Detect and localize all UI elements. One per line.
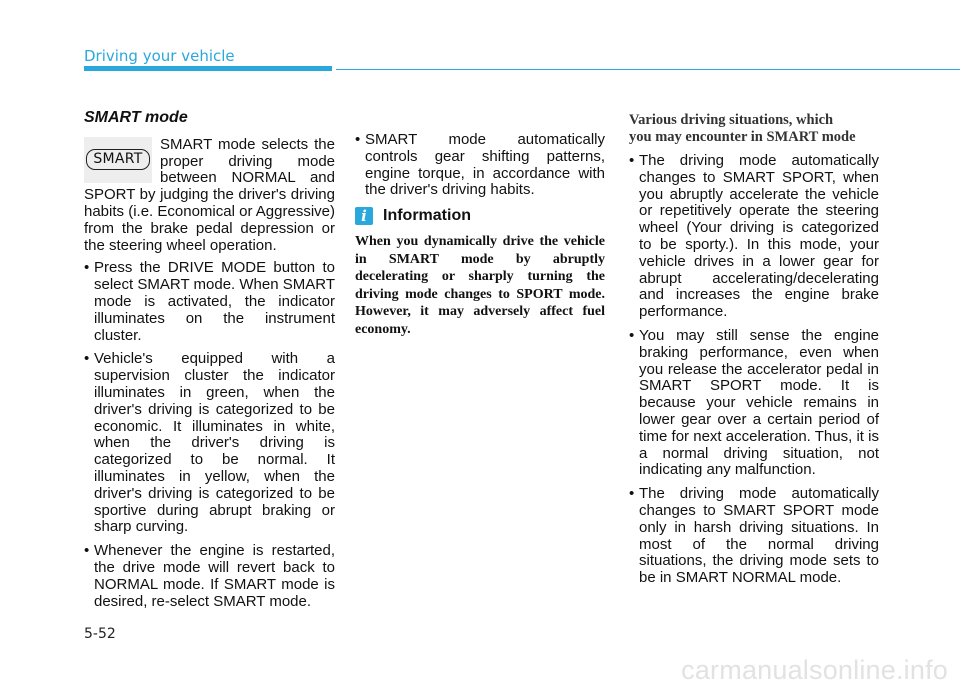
list-item: • SMART mode automatically controls gear shifting patterns, engine torque, in accordance with the driver's driving habits.	[355, 132, 605, 199]
smart-indicator-label: SMART	[86, 149, 149, 170]
information-header	[355, 207, 605, 225]
list-item: • The driving mode automatically changes to SMART SPORT mode only in harsh driving situations. In most of the normal driving situations, the driving mode sets to be in SMART NORMAL mode.	[629, 486, 879, 587]
information-title: Information	[383, 206, 471, 224]
column-left	[84, 108, 335, 617]
list-item: • Press the DRIVE MODE button to select SMART mode. When SMART mode is activated, the indicator illuminates on the instrument cluster.	[84, 260, 335, 344]
list-item: • You may still sense the engine braking performance, even when you release the accelerator pedal in SMART SPORT mode. It is because your vehicle remains in lower gear over a certain period of time for next acceleration. Thus, it is a normal driving situation, not indicating any malfunction.	[629, 328, 879, 479]
driving-situations-bullets	[629, 153, 879, 587]
column-right	[629, 108, 879, 594]
info-icon: i	[355, 207, 373, 225]
column-middle	[355, 132, 605, 338]
header-rule-thick	[84, 66, 332, 71]
smart-mode-heading: SMART mode	[84, 109, 188, 126]
smart-indicator-icon	[84, 137, 152, 183]
smart-mode-intro: SMART mode selects the proper driving mode between NORMAL and SPORT by judging the driver's driving habits (i.e. Economical or Aggressive) from the brake pedal depression or the steering wheel operation.	[84, 135, 335, 254]
smart-control-bullets	[355, 132, 605, 199]
page-number: 5-52	[84, 626, 116, 642]
driving-situations-heading: Various driving situations, which you may encounter in SMART mode	[629, 112, 856, 145]
smart-mode-bullets	[84, 260, 335, 610]
section-title: Driving your vehicle	[84, 47, 235, 65]
information-body: When you dynamically drive the vehicle in SMART mode by abruptly decelerating or sharply turning the driving mode changes to SPORT mode. However, it may adversely affect fuel economy.	[355, 234, 605, 337]
list-item: • Vehicle's equipped with a supervision cluster the indicator illuminates in green, when the driver's driving is categorized to be economic. It illuminates in white, when the driver's driving is categorized to be normal. It illuminates in yellow, when the driver's driving is categorized to be sportive during abrupt braking or sharp curving.	[84, 351, 335, 536]
header-rule-thin	[336, 69, 960, 70]
list-item: • Whenever the engine is restarted, the drive mode will revert back to NORMAL mode. If SMART mode is desired, re-select SMART mode.	[84, 543, 335, 610]
list-item: • The driving mode automatically changes to SMART SPORT, when you abruptly accelerate the vehicle or repetitively operate the steering wheel (Your driving is categorized to be sporty.). In this mode, your vehicle drives in a lower gear for abrupt accelerating/decelerating and increases the engine brake performance.	[629, 153, 879, 321]
watermark: carmanualsonline.info	[681, 655, 948, 685]
